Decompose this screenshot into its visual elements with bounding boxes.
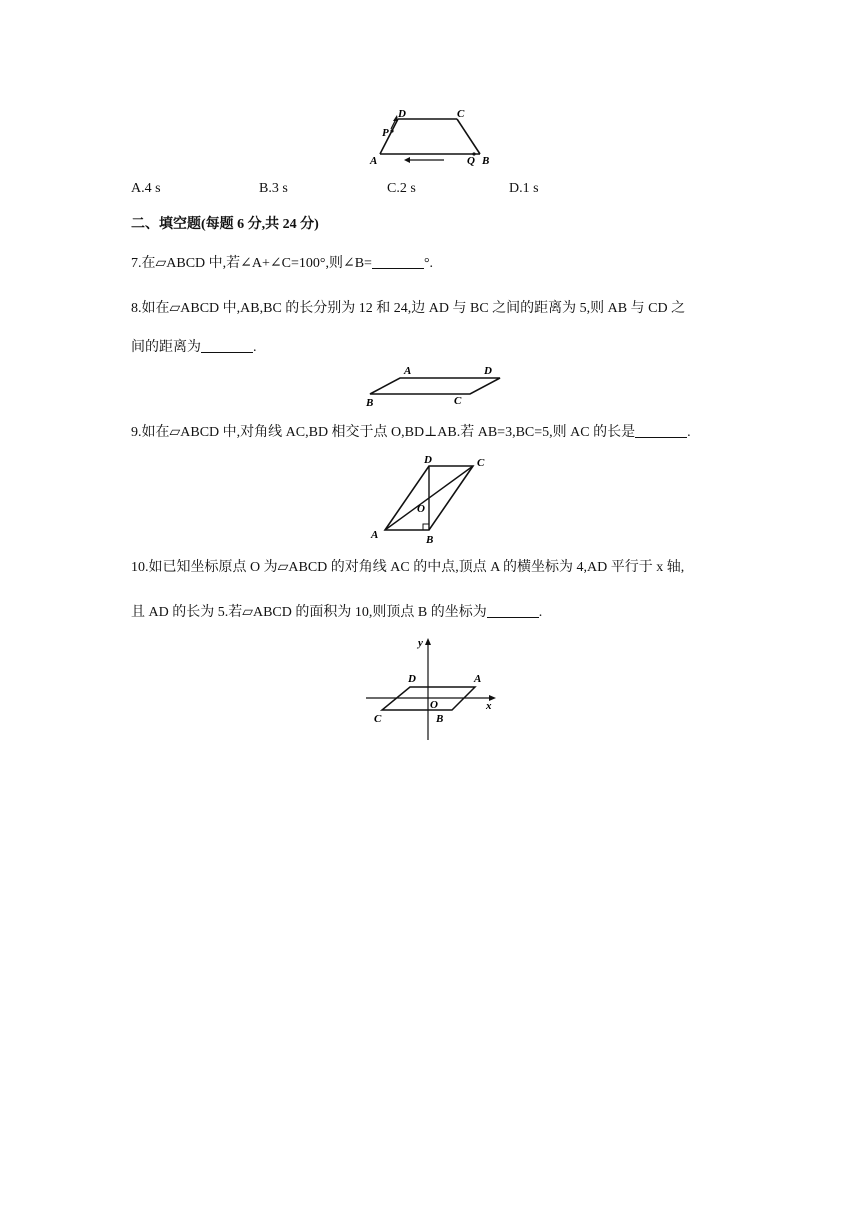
question-8-line-1: 8.如在▱ABCD 中,AB,BC 的长分别为 12 和 24,边 AD 与 BC 之间的距离为 5,则 AB 与 CD 之 (131, 301, 686, 316)
label-B: B (426, 534, 434, 546)
label-O: O (417, 503, 425, 515)
choice-b[interactable]: B.3 s (259, 181, 288, 196)
question-7 (131, 254, 433, 274)
label-B: B (366, 397, 374, 408)
question-10-line-1: 10.如已知坐标原点 O 为▱ABCD 的对角线 AC 的中点,顶点 A 的横坐标为 4,AD 平行于 x 轴, (131, 560, 685, 575)
question-10-line-2 (131, 603, 542, 623)
figure-q8-parallelogram (360, 360, 510, 408)
question-10-text: 且 AD 的长为 5.若▱ABCD 的面积为 10,则顶点 B 的坐标为 (131, 605, 487, 620)
answer-blank-q9[interactable] (635, 423, 687, 438)
figure-q6-trapezoid (360, 104, 500, 170)
label-C: C (477, 457, 485, 469)
label-B: B (482, 155, 490, 167)
answer-blank-q8[interactable] (201, 338, 253, 353)
label-P: P (382, 127, 389, 139)
choice-d[interactable]: D.1 s (509, 181, 539, 196)
label-Q: Q (467, 155, 475, 167)
question-9 (131, 423, 691, 443)
label-A: A (370, 155, 378, 167)
figure-q10-coordinate-plane (360, 634, 510, 744)
question-8-text: 间的距离为 (131, 340, 201, 355)
answer-blank-q10[interactable] (487, 603, 539, 618)
question-9-text: 9.如在▱ABCD 中,对角线 AC,BD 相交于点 O,BD⊥AB.若 AB=3,BC=5,则 AC 的长是 (131, 425, 636, 440)
label-D: D (424, 454, 432, 466)
question-7-suffix: °. (423, 256, 434, 271)
question-10-suffix: . (538, 605, 543, 620)
label-B: B (436, 713, 444, 725)
label-A: A (404, 365, 412, 377)
axis-label-y: y (418, 637, 423, 649)
question-9-suffix: . (687, 425, 691, 440)
figure-q9-parallelogram-diagonals (365, 450, 500, 548)
question-7-text: 7.在▱ABCD 中,若∠A+∠C=100°,则∠B= (131, 256, 372, 271)
question-8-suffix: . (253, 340, 257, 355)
axis-label-x: x (486, 700, 492, 712)
label-D: D (398, 108, 406, 120)
label-A: A (371, 529, 379, 541)
label-D: D (408, 673, 416, 685)
question-8-line-2 (131, 338, 257, 358)
choice-c[interactable]: C.2 s (387, 181, 416, 196)
label-C: C (457, 108, 465, 120)
label-O: O (430, 699, 438, 711)
label-D: D (484, 365, 492, 377)
label-A: A (474, 673, 482, 685)
choice-a[interactable]: A.4 s (131, 181, 161, 196)
label-C: C (454, 395, 462, 407)
section-title: 二、填空题(每题 6 分,共 24 分) (131, 217, 319, 232)
label-C: C (374, 713, 382, 725)
answer-blank-q7[interactable] (372, 254, 424, 269)
